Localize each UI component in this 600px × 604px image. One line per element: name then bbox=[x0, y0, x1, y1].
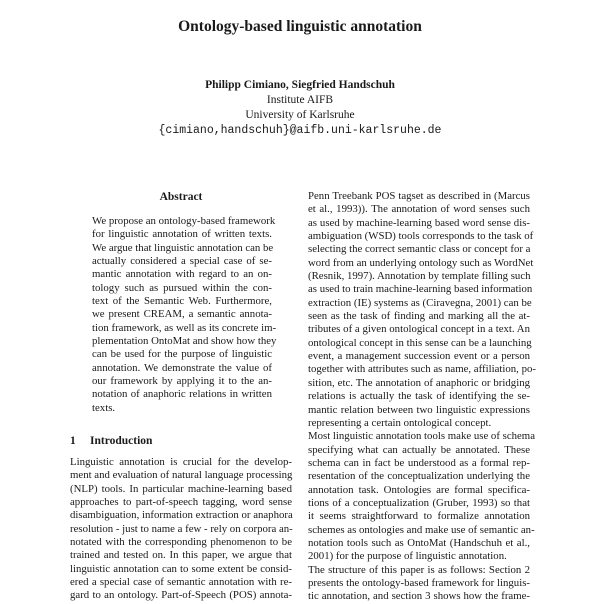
text-line: mantic annotation with regard to an on- bbox=[92, 268, 272, 281]
text-line: tic annotation, and section 3 shows how the frame- bbox=[308, 590, 530, 603]
text-line: Penn Treebank POS tagset as described in (Marcus bbox=[308, 190, 530, 202]
text-line: We argue that linguistic annotation can be bbox=[92, 241, 274, 254]
text-line: approaches to part-of-speech tagging, word sense bbox=[70, 496, 292, 509]
text-line: sition, etc. The annotation of anaphoric or bridging bbox=[308, 376, 530, 389]
text-line: 2001) for the purpose of linguistic annotation. bbox=[308, 550, 507, 563]
text-line: ambiguation (WSD) tools corresponds to the task of bbox=[308, 230, 534, 243]
text-line: We propose an ontology-based framework bbox=[92, 215, 276, 227]
text-line: text of the Semantic Web. Furthermore, bbox=[92, 295, 272, 308]
text-line: et al., 1993)). The annotation of word senses such bbox=[308, 203, 530, 216]
text-line: annotation task. Ontologies are formal specifica- bbox=[308, 483, 530, 496]
author-emails: {cimiano,handschuh}@aifb.uni-karlsruhe.de bbox=[158, 124, 442, 137]
text-line: gard to an ontology. Part-of-Speech (POS) annota- bbox=[70, 589, 292, 602]
text-line: resentation of the conceptualization underlying the bbox=[308, 470, 530, 483]
text-line: notation of anaphoric relations in written bbox=[92, 388, 272, 401]
text-line: word from an underlying ontology such as WordNet bbox=[308, 256, 534, 269]
text-line: (Resnik, 1997). Annotation by template filling such bbox=[308, 270, 531, 283]
text-line: specifying what can actually be annotated. These bbox=[308, 443, 530, 456]
text-line: schema can in fact be understood as a formal rep- bbox=[308, 456, 530, 469]
text-line: presents the ontology-based framework for linguis- bbox=[308, 576, 530, 589]
text-line: Linguistic annotation is crucial for the develop- bbox=[70, 456, 292, 468]
text-line: as used by machine-learning based word sense dis- bbox=[308, 216, 530, 229]
abstract-heading: Abstract bbox=[159, 191, 203, 203]
introduction-right-column bbox=[308, 190, 536, 604]
text-line: event, a management succession event or a person bbox=[308, 350, 530, 363]
affiliation-institute: Institute AIFB bbox=[266, 94, 334, 106]
section-number: 1 bbox=[70, 435, 76, 447]
text-line: ment and evaluation of natural language processing bbox=[70, 469, 293, 482]
text-line: tions of a conceptualization (Gruber, 1993) so that bbox=[308, 496, 530, 509]
text-line: annotation. We demonstrate the value of bbox=[92, 361, 272, 374]
section-title: Introduction bbox=[90, 435, 153, 447]
text-line: actually considered a special case of se- bbox=[92, 255, 272, 268]
text-line: for linguistic annotation of written texts. bbox=[92, 228, 272, 241]
paper-title: Ontology-based linguistic annotation bbox=[178, 18, 422, 35]
text-line: relations is actually the task of identifying the se- bbox=[308, 390, 530, 403]
text-line: plementation OntoMat and show how they bbox=[92, 335, 277, 348]
text-line: can be used for the purpose of linguistic bbox=[92, 348, 272, 361]
text-line: representing a certain ontological concept. bbox=[308, 416, 492, 429]
text-line: selecting the correct semantic class or concept for a bbox=[308, 243, 531, 256]
text-line: together with attributes such as name, affiliation, po- bbox=[308, 363, 536, 376]
affiliation-university: University of Karlsruhe bbox=[245, 109, 355, 121]
text-line: The structure of this paper is as follows: Section 2 bbox=[308, 563, 530, 576]
text-line: ontological concept in this sense can be a launching bbox=[308, 336, 532, 349]
text-line: tributes of a given ontological concept in a text. An bbox=[308, 323, 530, 336]
section-heading-introduction bbox=[70, 435, 152, 447]
text-line: as used to train machine-learning based information bbox=[308, 283, 533, 296]
text-line: notated with the corresponding phenomenon to be bbox=[70, 536, 292, 549]
text-line: extraction (IE) systems as (Ciravegna, 2001) can be bbox=[308, 296, 532, 309]
text-line: tion framework, as well as its concrete im- bbox=[92, 321, 277, 334]
text-line: we present CREAM, a semantic annota- bbox=[92, 308, 272, 321]
text-line: linguistic annotation can to some extent be consid- bbox=[70, 562, 292, 575]
text-line: notation tools such as OntoMat (Handschuh et al., bbox=[308, 536, 530, 549]
text-line: resolution - just to name a few - rely on corpora an- bbox=[70, 522, 293, 535]
introduction-left-column bbox=[70, 456, 292, 603]
abstract-body bbox=[92, 215, 277, 415]
text-line: disambiguation, information extraction or anaphora bbox=[70, 509, 293, 522]
text-line: trained and tested on. In this paper, we argue that bbox=[70, 549, 292, 562]
text-line: our framework by applying it to the an- bbox=[92, 375, 272, 388]
text-line: ered a special case of semantic annotation with re- bbox=[70, 576, 292, 589]
text-line: texts. bbox=[92, 401, 116, 414]
authors: Philipp Cimiano, Siegfried Handschuh bbox=[205, 79, 395, 91]
text-line: Most linguistic annotation tools make use of schema bbox=[308, 430, 535, 443]
text-line: schemes as ontologies and make use of semantic an- bbox=[308, 523, 535, 536]
text-line: tology such as pursued within the con- bbox=[92, 281, 272, 294]
text-line: it seems straightforward to formalize annotation bbox=[308, 510, 530, 523]
text-line: mantic relation between two linguistic expressions bbox=[308, 403, 530, 416]
text-line: (NLP) tools. In particular machine-learning based bbox=[70, 482, 292, 495]
text-line: seen as the task of finding and marking all the at- bbox=[308, 310, 530, 323]
